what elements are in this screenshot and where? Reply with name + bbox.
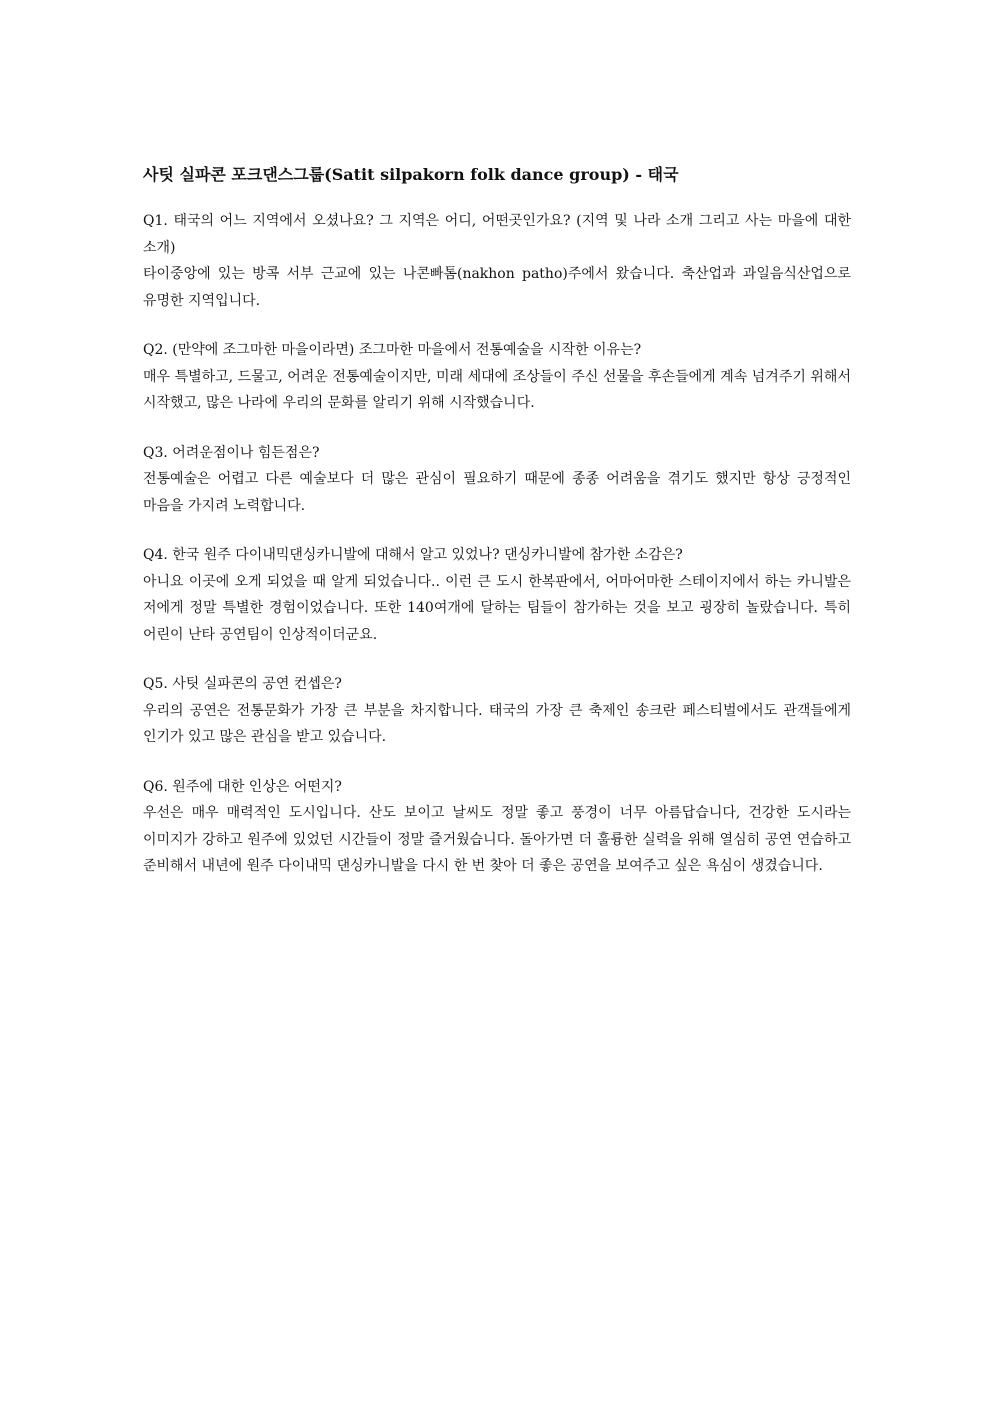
qa-item-6 [143,774,851,880]
answer-1: 타이중앙에 있는 방콕 서부 근교에 있는 나콘빠톰(nakhon patho)주에서 왔습니다. 축산업과 과일음식산업으로 유명한 지역입니다. [143,266,851,309]
question-4: Q4. 한국 원주 다이내믹댄싱카니발에 대해서 알고 있었나? 댄싱카니발에 참가한 소감은? [143,547,683,563]
answer-4: 아니요 이곳에 오게 되었을 때 알게 되었습니다.. 이런 큰 도시 한복판에서, 어마어마한 스테이지에서 하는 카니발은 저에게 정말 특별한 경험이었습니다. 또한 140여개에 달하는 팀들이 참가하는 것을 보고 굉장히 놀랐습니다. 특히 어린이 난타 공연팀이 인상적이더군요. [143,573,851,643]
qa-item-2 [143,337,851,417]
question-6: Q6. 원주에 대한 인상은 어떤지? [143,778,342,795]
answer-3: 전통예술은 어렵고 다른 예술보다 더 많은 관심이 필요하기 때문에 종종 어려움을 겪기도 했지만 항상 긍정적인 마음을 가지려 노력합니다. [143,471,851,514]
question-5: Q5. 사팃 실파콘의 공연 컨셉은? [143,676,342,692]
qa-item-4 [143,542,851,648]
answer-5: 우리의 공연은 전통문화가 가장 큰 부분을 차지합니다. 태국의 가장 큰 축제인 송크란 페스티벌에서도 관객들에게 인기가 있고 많은 관심을 받고 있습니다. [143,702,851,745]
document-body [143,162,851,903]
question-3: Q3. 어려운점이나 힘든점은? [143,444,320,461]
qa-item-5 [143,671,851,751]
answer-6: 우선은 매우 매력적인 도시입니다. 산도 보이고 날씨도 정말 좋고 풍경이 너무 아름답습니다, 건강한 도시라는 이미지가 강하고 원주에 있었던 시간들이 정말 즐거웠습니다. 돌아가면 더 훌륭한 실력을 위해 열심히 공연 연습하고 준비해서 내년에 원주 다이내믹 댄싱카니발을 다시 한 번 찾아 더 좋은 공연을 보여주고 싶은 욕심이 생겼습니다. [143,805,851,874]
answer-2: 매우 특별하고, 드물고, 어려운 전통예술이지만, 미래 세대에 조상들이 주신 선물을 후손들에게 계속 넘겨주기 위해서 시작했고, 많은 나라에 우리의 문화를 알리기 위해 시작했습니다. [143,368,851,411]
qa-item-1 [143,208,851,314]
document-title: 사팃 실파콘 포크댄스그룹(Satit silpakorn folk dance group) - 태국 [143,165,679,184]
qa-item-3 [143,440,851,520]
question-2: Q2. (만약에 조그마한 마을이라면) 조그마한 마을에서 전통예술을 시작한 이유는? [143,342,642,358]
question-1: Q1. 태국의 어느 지역에서 오셨나요? 그 지역은 어디, 어떤곳인가요? (지역 및 나라 소개 그리고 사는 마을에 대한 소개) [143,213,851,256]
